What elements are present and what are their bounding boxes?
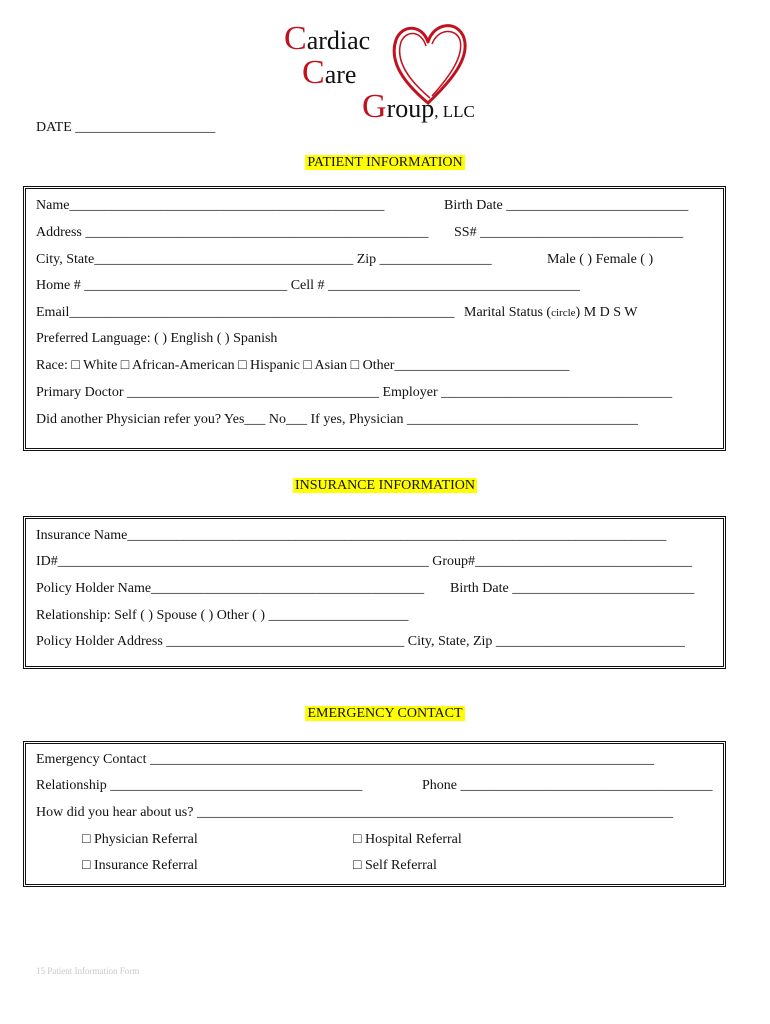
patient-birth-date-field[interactable]: Birth Date __________________________ xyxy=(444,198,689,213)
logo-cap-g: G xyxy=(362,88,387,125)
logo-word-cardiac: ardiac xyxy=(306,26,371,55)
physician-referral-checkbox[interactable]: □ Physician Referral xyxy=(82,832,198,847)
company-logo xyxy=(284,18,494,133)
policy-holder-address-field[interactable]: Policy Holder Address __________________________________ City, State, Zip ___________________________ xyxy=(36,634,685,649)
patient-sex-field[interactable]: Male ( ) Female ( ) xyxy=(547,252,654,267)
emergency-title-text: EMERGENCY CONTACT xyxy=(307,706,463,721)
insurance-name-field[interactable]: Insurance Name_____________________________________________________________________________ xyxy=(36,528,667,543)
referral-source-field[interactable]: How did you hear about us? ____________________________________________________________________ xyxy=(36,805,673,820)
patient-name-field[interactable]: Name_____________________________________________ xyxy=(36,198,385,213)
marital-options[interactable]: ) M D S W xyxy=(575,305,638,320)
insurance-title-text: INSURANCE INFORMATION xyxy=(294,478,476,493)
policy-holder-birth-date-field[interactable]: Birth Date __________________________ xyxy=(450,581,695,596)
marital-circle-hint: circle xyxy=(551,307,576,319)
logo-word-group: roup xyxy=(386,94,435,123)
patient-language-field[interactable]: Preferred Language: ( ) English ( ) Spanish xyxy=(36,331,278,346)
emergency-phone-field[interactable]: Phone ____________________________________ xyxy=(422,778,713,793)
marital-label: Marital Status ( xyxy=(464,305,552,320)
patient-referral-field[interactable]: Did another Physician refer you? Yes___ No___ If yes, Physician _________________________________ xyxy=(36,412,638,427)
logo-suffix: , LLC xyxy=(434,102,475,121)
patient-title-text: PATIENT INFORMATION xyxy=(307,155,463,170)
patient-email-field[interactable]: Email_______________________________________________________ xyxy=(36,305,455,320)
logo-cap-c2: C xyxy=(302,54,325,91)
insurance-section-title xyxy=(0,478,770,494)
self-referral-checkbox[interactable]: □ Self Referral xyxy=(353,858,437,873)
date-field[interactable]: DATE ____________________ xyxy=(36,120,216,135)
logo-word-care: are xyxy=(324,60,357,89)
hospital-referral-checkbox[interactable]: □ Hospital Referral xyxy=(353,832,462,847)
emergency-section-title xyxy=(0,706,770,722)
patient-ss-field[interactable]: SS# _____________________________ xyxy=(454,225,684,240)
insurance-relationship-field[interactable]: Relationship: Self ( ) Spouse ( ) Other ( ) ____________________ xyxy=(36,608,409,623)
patient-address-field[interactable]: Address _________________________________________________ xyxy=(36,225,429,240)
patient-marital-status[interactable] xyxy=(464,305,638,321)
patient-section-title xyxy=(0,155,770,171)
logo-cap-c1: C xyxy=(284,20,307,57)
emergency-contact-field[interactable]: Emergency Contact ________________________________________________________________________ xyxy=(36,752,655,767)
patient-city-zip-field[interactable]: City, State_____________________________________ Zip ________________ xyxy=(36,252,492,267)
insurance-referral-checkbox[interactable]: □ Insurance Referral xyxy=(82,858,198,873)
patient-home-cell-field[interactable]: Home # _____________________________ Cell # ____________________________________ xyxy=(36,278,581,293)
insurance-id-group-field[interactable]: ID#_____________________________________________________ Group#_______________________________ xyxy=(36,554,693,569)
emergency-relationship-field[interactable]: Relationship ____________________________________ xyxy=(36,778,363,793)
patient-doctor-employer-field[interactable]: Primary Doctor ____________________________________ Employer _________________________________ xyxy=(36,385,673,400)
page-footer: 15 Patient Information Form xyxy=(36,966,140,976)
patient-race-field[interactable]: Race: □ White □ African-American □ Hispanic □ Asian □ Other_________________________ xyxy=(36,358,570,373)
policy-holder-name-field[interactable]: Policy Holder Name_______________________________________ xyxy=(36,581,425,596)
